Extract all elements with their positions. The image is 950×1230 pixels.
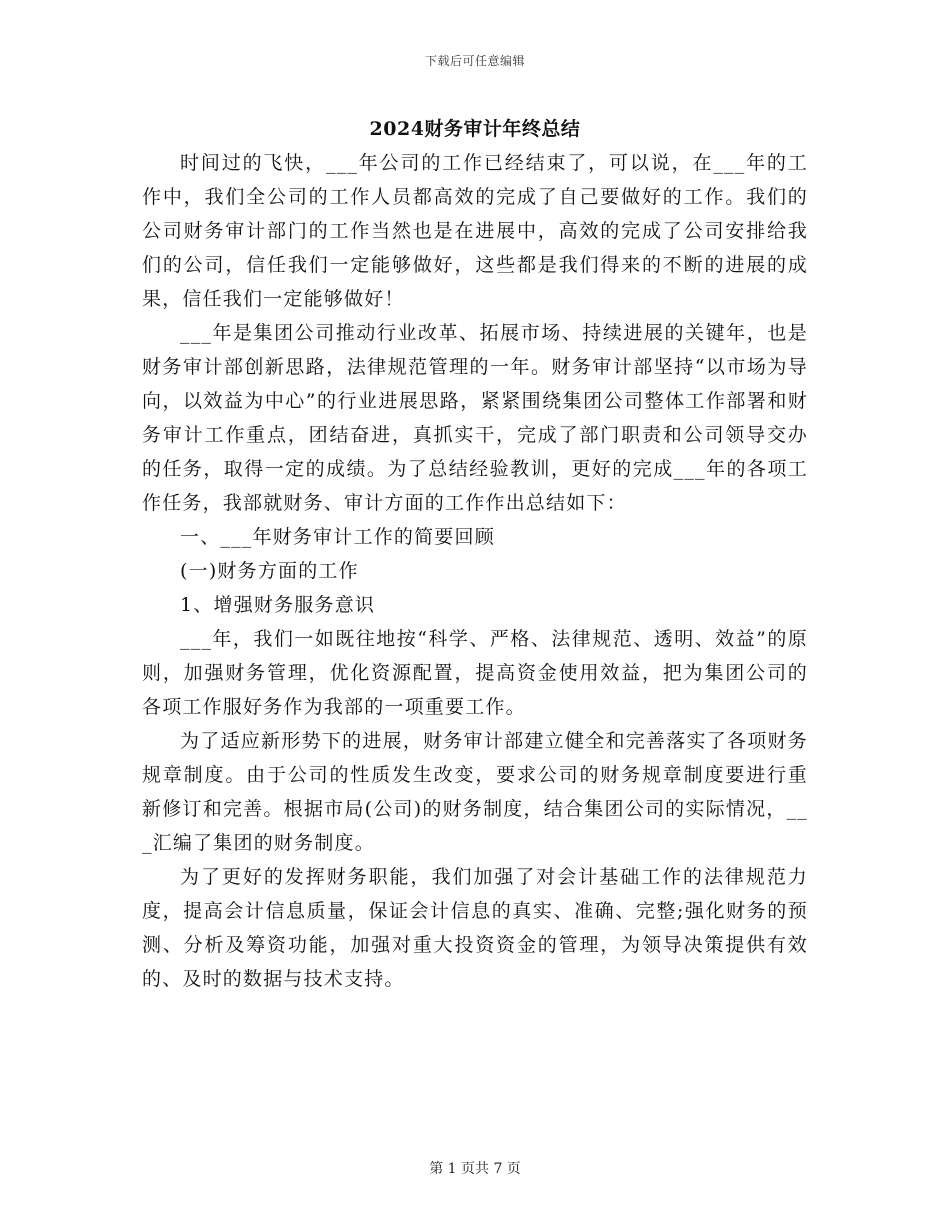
paragraph: 为了适应新形势下的进展，财务审计部建立健全和完善落实了各项财务规章制度。由于公司的性质发生改变，要求公司的财务规章制度要进行重新修订和完善。根据市局(公司)的财务制度，结合集团公司的实际情况，___汇编了集团的财务制度。 (142, 730, 808, 854)
document-body (142, 146, 808, 996)
page-footer: 第 1 页共 7 页 (429, 1161, 521, 1177)
header-note: 下载后可任意编辑 (424, 54, 525, 68)
paragraph: ___年是集团公司推动行业改革、拓展市场、持续进展的关键年，也是财务审计部创新思路，法律规范管理的一年。财务审计部坚持“以市场为导向，以效益为中心”的行业进展思路，紧紧围绕集团公司整体工作部署和财务审计工作重点，团结奋进，真抓实干，完成了部门职责和公司领导交办的任务，取得一定的成绩。为了总结经验教训，更好的完成___年的各项工作任务，我部就财务、审计方面的工作作出总结如下： (142, 322, 808, 514)
document-title: 2024财务审计年终总结 (369, 118, 581, 140)
paragraph: ___年，我们一如既往地按“科学、严格、法律规范、透明、效益”的原则，加强财务管理，优化资源配置，提高资金使用效益，把为集团公司的各项工作服好务作为我部的一项重要工作。 (142, 628, 808, 718)
paragraph: 时间过的飞快，___年公司的工作已经结束了，可以说，在___年的工作中，我们全公司的工作人员都高效的完成了自己要做好的工作。我们的公司财务审计部门的工作当然也是在进展中，高效的完成了公司安排给我们的公司，信任我们一定能够做好，这些都是我们得来的不断的进展的成果，信任我们一定能够做好！ (142, 152, 808, 310)
section-heading: 一、___年财务审计工作的简要回顾 (180, 526, 495, 548)
subsection-heading: (一)财务方面的工作 (180, 560, 359, 582)
item-heading: 1、增强财务服务意识 (180, 594, 376, 616)
paragraph: 为了更好的发挥财务职能，我们加强了对会计基础工作的法律规范力度，提高会计信息质量，保证会计信息的真实、准确、完整;强化财务的预测、分析及筹资功能，加强对重大投资资金的管理，为领导决策提供有效的、及时的数据与技术支持。 (142, 866, 808, 990)
